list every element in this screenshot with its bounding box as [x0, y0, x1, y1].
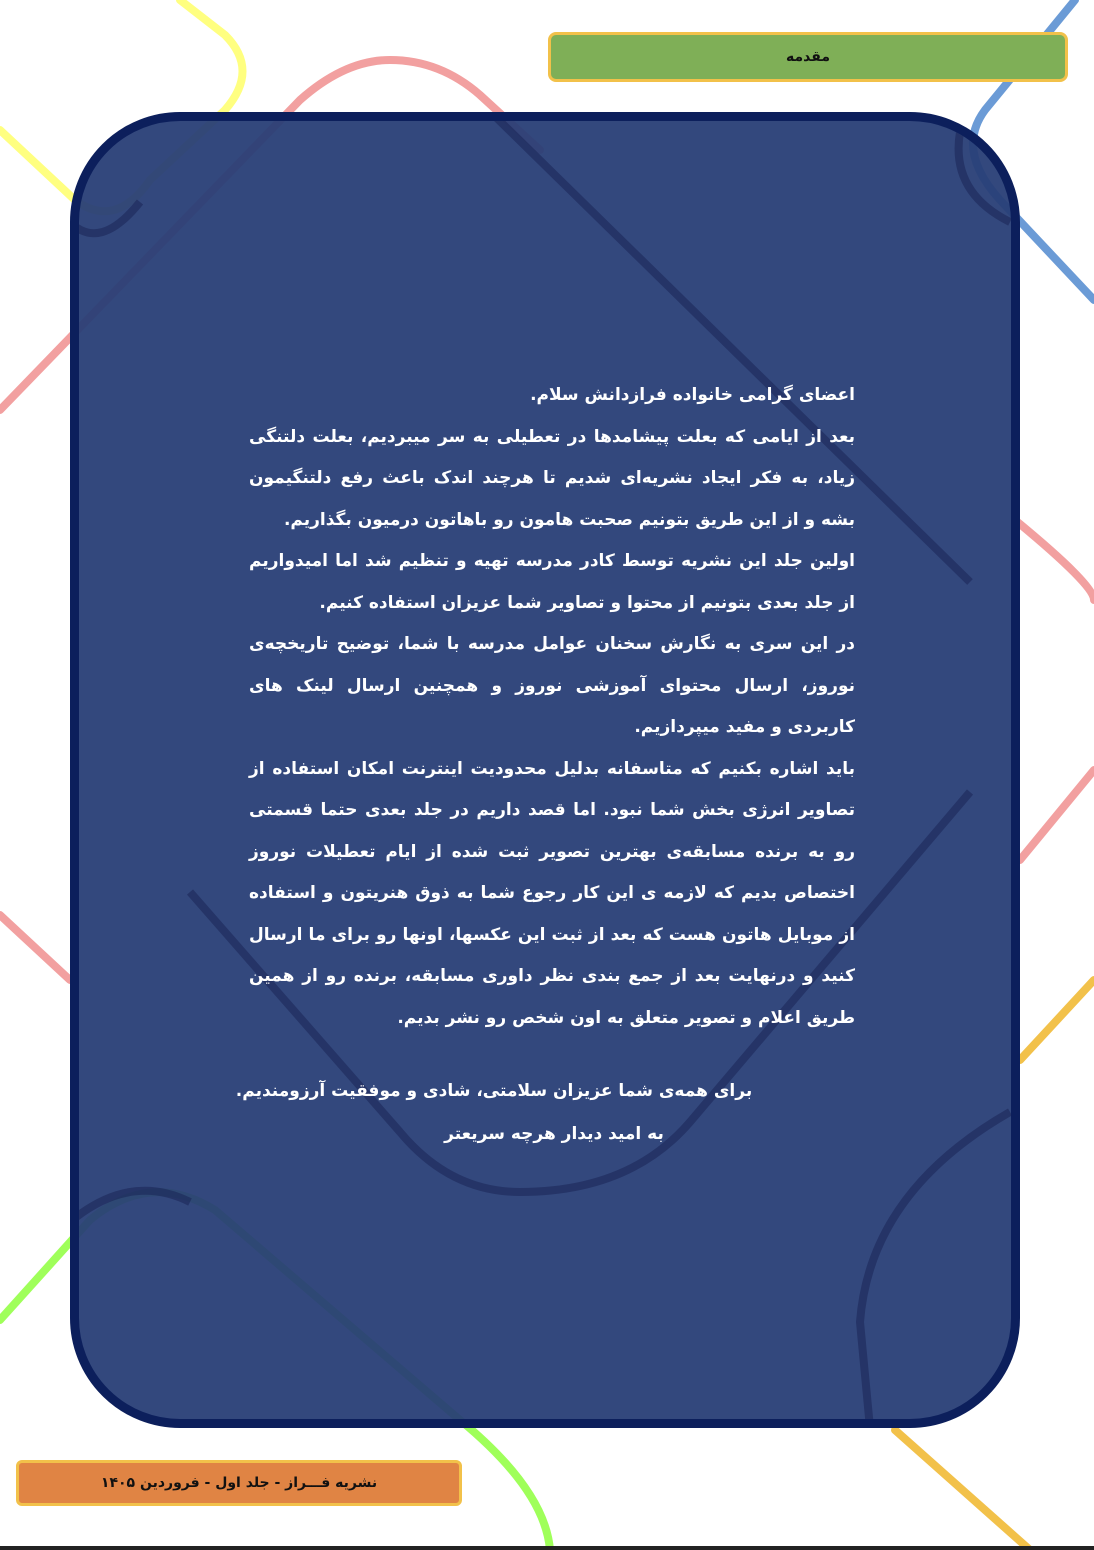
letter-panel: [70, 112, 1020, 1428]
yellow-curve-bottom: [1020, 980, 1094, 1060]
bottom-divider: [0, 1546, 1094, 1550]
closing-farewell: به امید دیدار هرچه سریعتر: [444, 1124, 664, 1144]
closing-wish: برای همه‌ی شما عزیزان سلامتی، شادی و موفقیت آرزومندیم.: [235, 1081, 753, 1101]
letter-body: [249, 375, 855, 1039]
pink-curve-right: [1015, 520, 1094, 600]
yellow-curve-bottom-2: [895, 1430, 1030, 1550]
pink-curve-right-lower: [1020, 770, 1094, 860]
section-title-label: مقدمه: [548, 32, 1068, 82]
letter-paragraph: اولین جلد این نشریه توسط کادر مدرسه تهیه و تنظیم شد اما امیدواریم از جلد بعدی بتونیم از محتوا و تصاویر شما عزیزان استفاده کنیم.: [249, 551, 855, 613]
publication-footer-label: نشریه فـــراز - جلد اول - فروردین ۱۴۰۵: [16, 1460, 462, 1506]
letter-paragraph: در این سری به نگارش سخنان عوامل مدرسه با شما، توضیح تاریخچه‌ی نوروز، ارسال محتوای آموزشی نوروز و همچنین ارسال لینک های کاربردی و مفید میپردازیم.: [249, 634, 855, 737]
letter-greeting: اعضای گرامی خانواده فرازدانش سلام.: [530, 385, 855, 405]
letter-paragraph: بعد از ایامی که بعلت پیشامدها در تعطیلی به سر میبردیم، بعلت دلتنگی زیاد، به فکر ایجاد نشریه‌ای شدیم تا هرچند اندک باعث رفع دلتنگیمون بشه و از این طریق بتونیم صحبت هامون رو باهاتون درمیون بگذاریم.: [249, 426, 855, 530]
letter-paragraph: باید اشاره بکنیم که متاسفانه بدلیل محدودیت اینترنت امکان استفاده از تصاویر انرژی بخش شما نبود. اما قصد داریم در جلد بعدی حتما قسمتی رو به برنده مسابقه‌ی بهترین تصویر ثبت شده از ایام تعطیلات نوروز اختصاص بدیم که لازمه ی این کار رجوع شما به ذوق هنریتون و استفاده از موبایل هاتون هست که بعد از ثبت این عکسها، اونها رو برای ما ارسال کنید و درنهایت بعد از جمع بندی نظر داوری مسابقه، برنده رو از همین طریق اعلام و تصویر متعلق به اون شخص رو نشر بدیم.: [249, 758, 855, 1028]
pink-curve-left-lower: [0, 915, 70, 980]
